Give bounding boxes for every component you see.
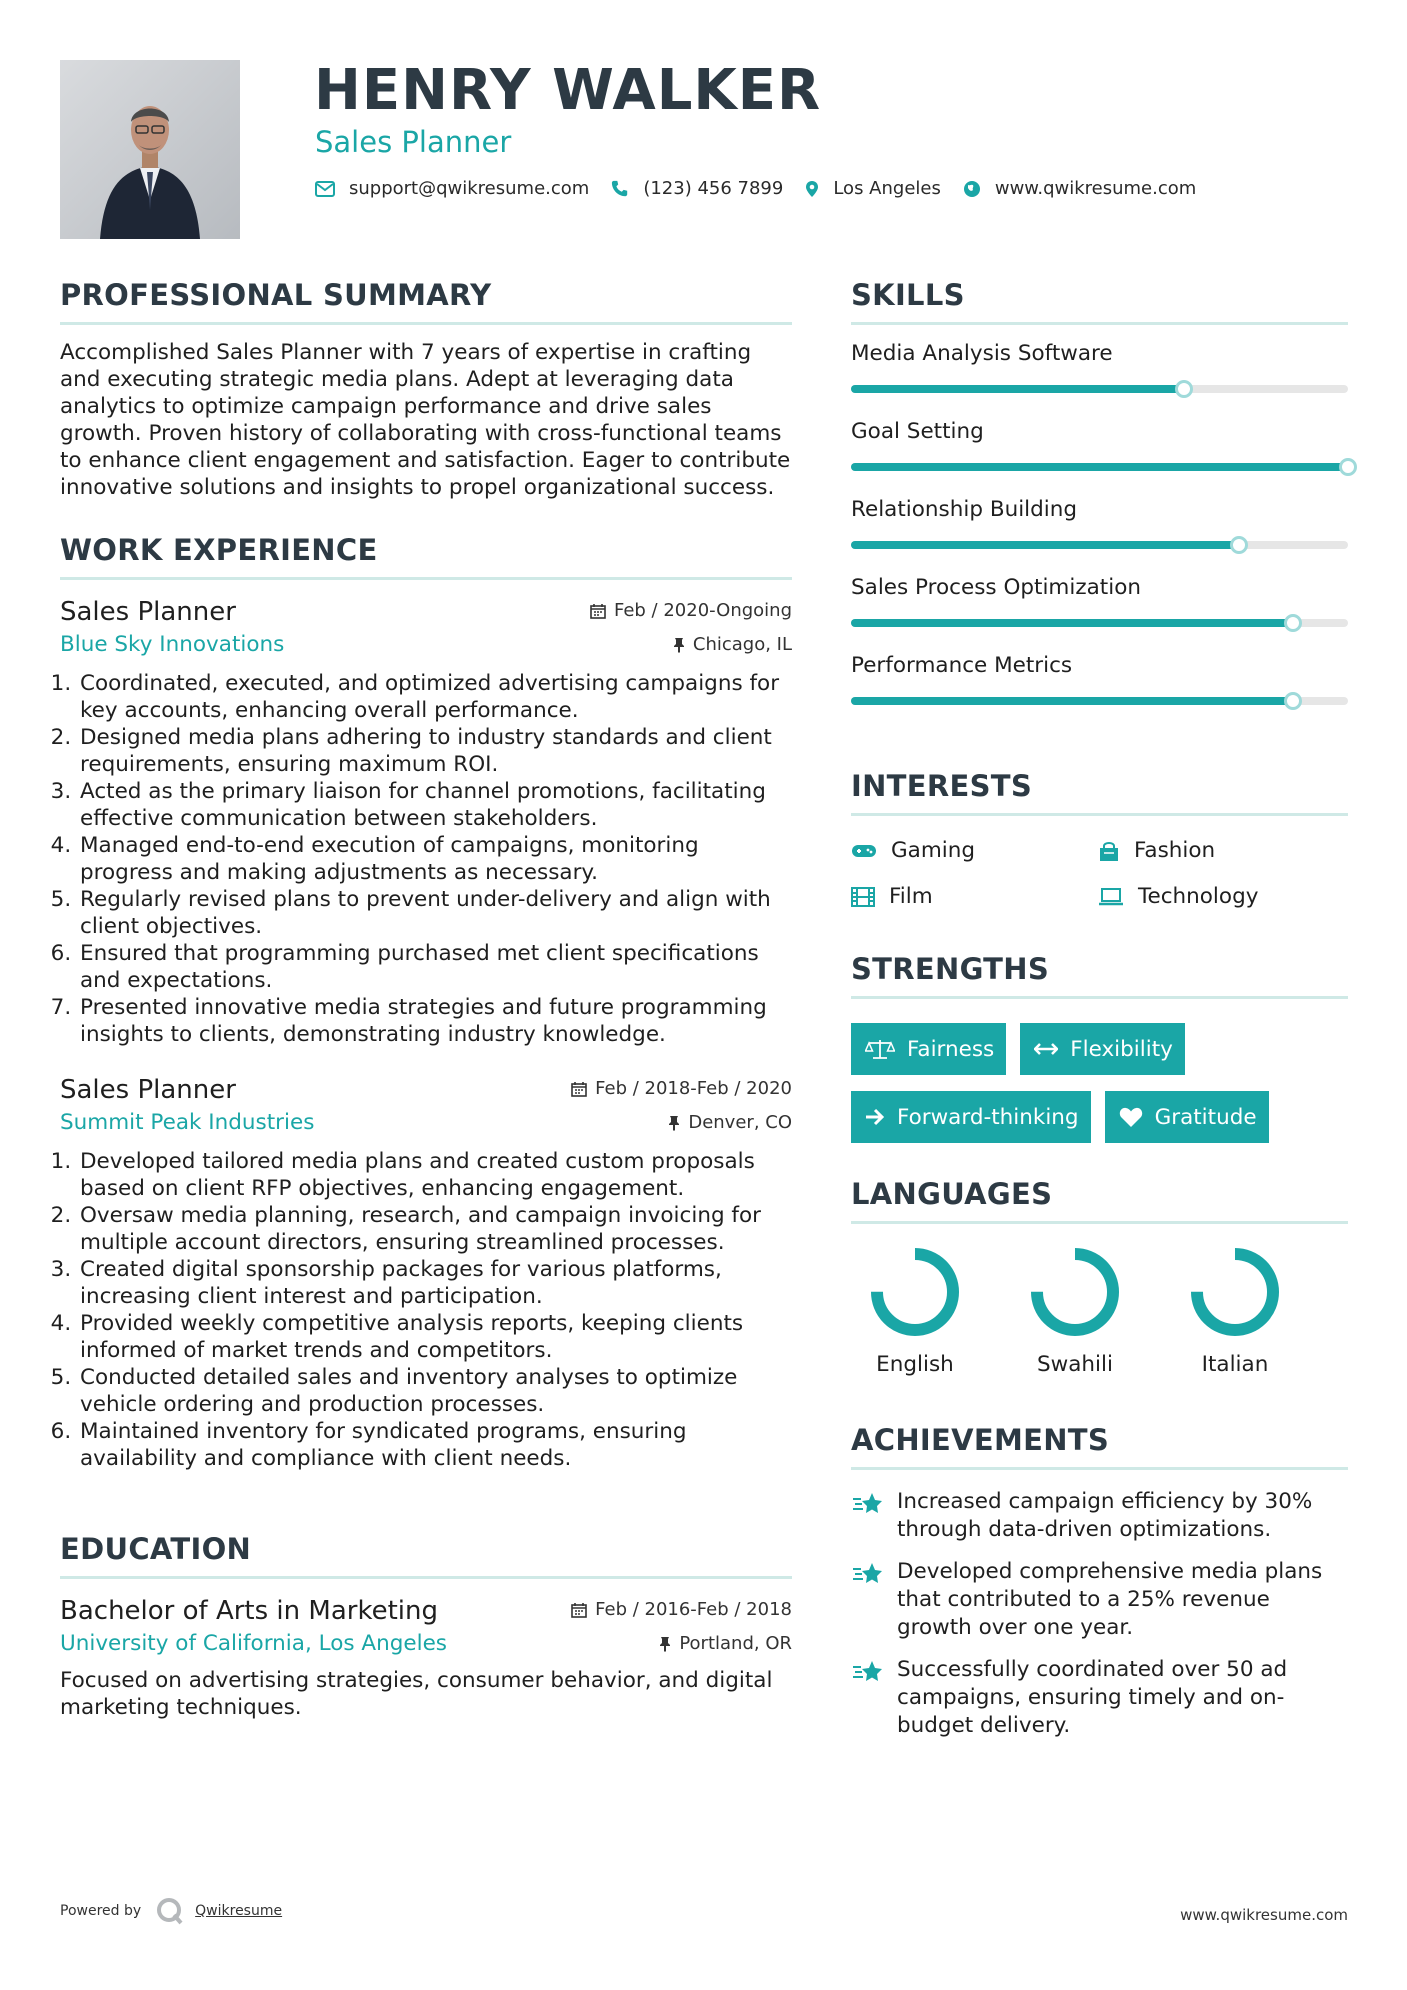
languages-heading: LANGUAGES [851, 1171, 1348, 1224]
job-location-text: Denver, CO [688, 1112, 792, 1133]
achievement-item [851, 1656, 1348, 1740]
achievement-text: Developed comprehensive media plans that contributed to a 25% revenue growth over one year. [897, 1559, 1323, 1640]
calendar-icon [571, 1081, 587, 1097]
skill-knob [1175, 380, 1193, 398]
job-entry [60, 1072, 792, 1472]
balance-scale-icon [865, 1039, 895, 1059]
gamepad-icon [851, 843, 877, 859]
list-item: 1. Coordinated, executed, and optimized advertising campaigns for key accounts, enhancing overall performance. [78, 670, 792, 724]
language-ring [1029, 1246, 1121, 1338]
school-name: University of California, Los Angeles [60, 1631, 448, 1656]
interest-label: Fashion [1134, 838, 1216, 863]
achievement-text: Increased campaign efficiency by 30% through data-driven optimizations. [897, 1489, 1313, 1542]
skill-item [851, 573, 1348, 651]
strength-tag [851, 1091, 1091, 1143]
skills-list [851, 339, 1348, 729]
summary-section [60, 272, 792, 501]
skill-item [851, 417, 1348, 495]
language-item [1015, 1246, 1135, 1377]
heart-icon [1119, 1106, 1143, 1128]
list-item: 1. Developed tailored media plans and created custom proposals based on client RFP objectives, enhancing engagement. [78, 1148, 792, 1202]
calendar-icon [571, 1602, 587, 1618]
education-dates [571, 1599, 792, 1620]
phone-icon [611, 180, 629, 198]
contact-phone[interactable] [611, 178, 783, 199]
job-title: Sales Planner [60, 597, 236, 627]
strengths-section [851, 946, 1348, 1143]
skill-name: Sales Process Optimization [851, 575, 1141, 600]
interests-section [851, 763, 1348, 912]
list-item: 7. Presented innovative media strategies and future programming insights to clients, demonstrating industry knowledge. [78, 994, 792, 1048]
experience-heading: WORK EXPERIENCE [60, 527, 792, 580]
contact-location-text: Los Angeles [833, 178, 941, 199]
job-location [668, 1112, 792, 1133]
powered-by-label: Powered by [60, 1903, 142, 1919]
job-company: Blue Sky Innovations [60, 632, 285, 657]
achievements-heading: ACHIEVEMENTS [851, 1417, 1348, 1470]
shooting-star-icon [851, 1490, 885, 1518]
shooting-star-icon [851, 1658, 885, 1686]
left-column [60, 272, 792, 1721]
language-ring [869, 1246, 961, 1338]
skill-item [851, 651, 1348, 729]
degree-title: Bachelor of Arts in Marketing [60, 1596, 438, 1626]
skill-name: Relationship Building [851, 497, 1078, 522]
achievements-section [851, 1417, 1348, 1740]
skill-fill [851, 385, 1184, 393]
strength-label: Fairness [907, 1036, 995, 1062]
skill-fill [851, 619, 1293, 627]
strength-label: Gratitude [1154, 1104, 1257, 1130]
job-location-text: Chicago, IL [692, 634, 792, 655]
list-item: 2. Oversaw media planning, research, and campaign invoicing for multiple account directors, ensuring streamlined processes. [78, 1202, 792, 1256]
interests-grid [851, 836, 1348, 912]
list-item: 5. Regularly revised plans to prevent under-delivery and align with client objectives. [78, 886, 792, 940]
language-label: Swahili [1037, 1352, 1113, 1377]
skill-item [851, 339, 1348, 417]
profile-photo [60, 60, 240, 239]
interest-item [1098, 836, 1348, 866]
education-location [659, 1633, 792, 1654]
candidate-name: HENRY WALKER [314, 58, 822, 123]
language-label: Italian [1201, 1352, 1269, 1377]
language-label: English [876, 1352, 954, 1377]
strength-tag [851, 1023, 1006, 1075]
education-description: Focused on advertising strategies, consumer behavior, and digital marketing techniques. [60, 1668, 773, 1720]
arrow-right-icon [865, 1108, 885, 1126]
list-item: 6. Ensured that programming purchased met client specifications and expectations. [78, 940, 792, 994]
interests-heading: INTERESTS [851, 763, 1348, 816]
experience-section [60, 527, 792, 1472]
pushpin-icon [673, 637, 685, 653]
pushpin-icon [659, 1636, 671, 1652]
profile-photo-image [60, 60, 240, 239]
list-item: 4. Managed end-to-end execution of campaigns, monitoring progress and making adjustments as necessary. [78, 832, 792, 886]
skill-knob [1284, 692, 1302, 710]
strengths-heading: STRENGTHS [851, 946, 1348, 999]
list-item: 2. Designed media plans adhering to industry standards and client requirements, ensuring maximum ROI. [78, 724, 792, 778]
skill-bar [851, 463, 1348, 471]
strengths-list [851, 1023, 1348, 1143]
achievement-text: Successfully coordinated over 50 ad campaigns, ensuring timely and on-budget delivery. [897, 1657, 1288, 1738]
contact-email[interactable] [315, 178, 589, 199]
education-dates-text: Feb / 2016-Feb / 2018 [595, 1599, 792, 1620]
job-company: Summit Peak Industries [60, 1110, 315, 1135]
skill-knob [1339, 458, 1357, 476]
laptop-icon [1098, 888, 1124, 906]
list-item: 4. Provided weekly competitive analysis reports, keeping clients informed of market trends and competitors. [78, 1310, 792, 1364]
languages-section [851, 1171, 1348, 1377]
achievement-item [851, 1558, 1348, 1642]
skill-bar [851, 619, 1348, 627]
skills-heading: SKILLS [851, 272, 1348, 325]
interest-label: Technology [1138, 884, 1259, 909]
skill-bar [851, 385, 1348, 393]
language-item [1175, 1246, 1295, 1377]
interest-label: Film [889, 884, 933, 909]
job-dates-text: Feb / 2018-Feb / 2020 [595, 1078, 792, 1099]
summary-text: Accomplished Sales Planner with 7 years of expertise in crafting and executing strategic media plans. Adept at leveraging data analytics to optimize campaign performance and drive sales growth. Proven history of collaborating with cross-functional teams to enhance client engagement and satisfaction. Eager to contribute innovative solutions and insights to propel organizational success. [60, 340, 791, 500]
education-location-text: Portland, OR [679, 1633, 792, 1654]
language-item [855, 1246, 975, 1377]
language-ring [1189, 1246, 1281, 1338]
job-duties [60, 670, 792, 1048]
contact-location [805, 178, 941, 199]
candidate-title: Sales Planner [315, 125, 512, 159]
summary-heading: PROFESSIONAL SUMMARY [60, 272, 792, 325]
skill-name: Goal Setting [851, 419, 984, 444]
brand-link[interactable]: Qwikresume [195, 1903, 283, 1919]
list-item: 3. Acted as the primary liaison for channel promotions, facilitating effective communication between stakeholders. [78, 778, 792, 832]
shopping-bag-icon [1098, 840, 1120, 862]
skill-fill [851, 697, 1293, 705]
contact-website-text: www.qwikresume.com [994, 178, 1197, 199]
globe-icon [963, 180, 981, 198]
job-dates-text: Feb / 2020-Ongoing [613, 600, 792, 621]
shooting-star-icon [851, 1560, 885, 1588]
strength-tag [1105, 1091, 1269, 1143]
skill-knob [1284, 614, 1302, 632]
strength-label: Forward-thinking [897, 1104, 1079, 1130]
list-item: 3. Created digital sponsorship packages for various platforms, increasing client interest and participation. [78, 1256, 792, 1310]
list-item: 5. Conducted detailed sales and inventory analyses to optimize vehicle ordering and production processes. [78, 1364, 792, 1418]
footer-powered-by [60, 1896, 282, 1926]
envelope-icon [315, 181, 335, 197]
contact-website[interactable] [963, 178, 1196, 199]
achievements-list [851, 1488, 1348, 1740]
contact-email-text: support@qwikresume.com [349, 178, 590, 199]
skill-fill [851, 541, 1239, 549]
skills-section [851, 272, 1348, 729]
strength-tag [1020, 1023, 1185, 1075]
calendar-icon [590, 603, 606, 619]
right-column [851, 272, 1348, 1754]
education-entry [60, 1593, 792, 1721]
education-section [60, 1526, 792, 1721]
job-dates [571, 1078, 792, 1099]
interest-label: Gaming [891, 838, 976, 863]
job-duties [60, 1148, 792, 1472]
contact-phone-text: (123) 456 7899 [643, 178, 784, 199]
pushpin-icon [668, 1115, 680, 1131]
skill-name: Media Analysis Software [851, 341, 1113, 366]
arrows-horizontal-icon [1034, 1043, 1058, 1055]
film-icon [851, 887, 875, 907]
strength-label: Flexibility [1070, 1036, 1173, 1062]
job-title: Sales Planner [60, 1075, 236, 1105]
job-entry [60, 594, 792, 1048]
interest-item [851, 882, 1098, 912]
job-dates [590, 600, 792, 621]
skill-name: Performance Metrics [851, 653, 1073, 678]
list-item: 6. Maintained inventory for syndicated programs, ensuring availability and compliance with client needs. [78, 1418, 792, 1472]
skill-fill [851, 463, 1348, 471]
skill-knob [1230, 536, 1248, 554]
achievement-item [851, 1488, 1348, 1544]
contact-bar [315, 178, 1218, 199]
education-heading: EDUCATION [60, 1526, 792, 1579]
footer-site[interactable]: www.qwikresume.com [1180, 1906, 1348, 1924]
interest-item [1098, 882, 1348, 912]
qwikresume-logo-icon [155, 1896, 185, 1926]
interest-item [851, 836, 1098, 866]
skill-item [851, 495, 1348, 573]
languages-list [855, 1246, 1295, 1377]
map-marker-icon [805, 180, 819, 198]
skill-bar [851, 541, 1348, 549]
skill-bar [851, 697, 1348, 705]
job-location [673, 634, 792, 655]
